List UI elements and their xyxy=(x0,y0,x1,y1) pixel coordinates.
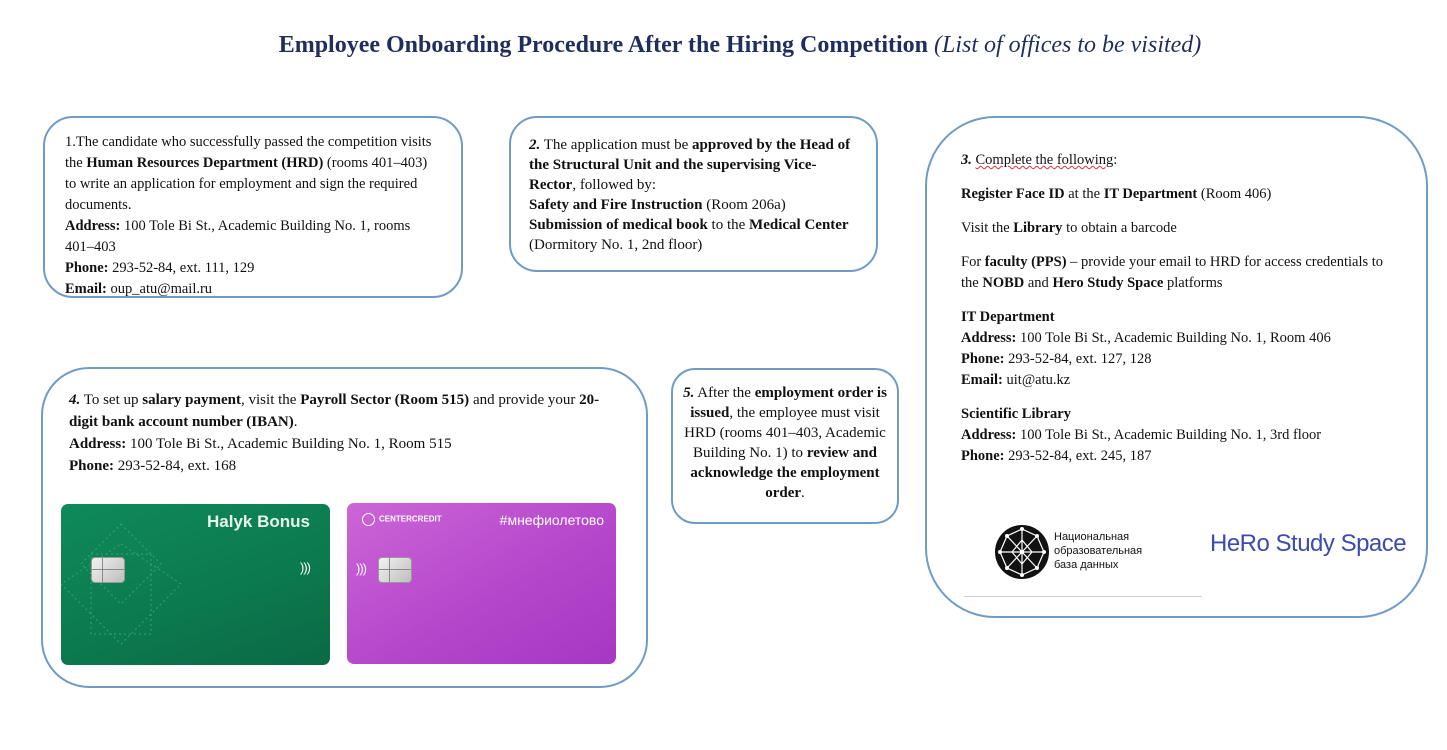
logos-divider xyxy=(964,596,1202,597)
library-title: Scientific Library xyxy=(961,406,1071,422)
hero-logo-text: HeRo Study Space xyxy=(1210,530,1407,557)
nobd-logo-icon xyxy=(992,522,1052,582)
step5-description: 5. After the employment order is issued, the employee must visit HRD (rooms 401–403, Academic Building No. 1) to review and acknowledge the employment order. xyxy=(683,385,887,501)
library-phone: Phone: 293-52-84, ext. 245, 187 xyxy=(961,448,1152,464)
library-address: Address: 100 Tole Bi St., Academic Building No. 1, 3rd floor xyxy=(961,427,1322,443)
step2-box xyxy=(509,116,878,272)
centercredit-bank: CENTERCREDIT xyxy=(362,513,442,526)
step4-address: Address: 100 Tole Bi St., Academic Building No. 1, Room 515 xyxy=(69,436,452,452)
step2-safety: Safety and Fire Instruction (Room 206a) xyxy=(529,197,786,213)
step3-heading: 3. Complete the following: xyxy=(961,152,1118,168)
centercredit-tag: #мнефиолетово xyxy=(499,512,604,528)
page-title xyxy=(0,32,1447,59)
it-dept-email: Email: uit@atu.kz xyxy=(961,372,1071,388)
step3-face-id: Register Face ID at the IT Department (Room 406) xyxy=(961,186,1272,202)
contactless-icon: ))) xyxy=(356,561,366,576)
step2-description: 2. The application must be approved by the Head of the Structural Unit and the supervising Vice-Rector, followed by: xyxy=(529,137,851,193)
nobd-logo-text: Национальная образовательная база данных xyxy=(1054,531,1143,571)
step2-medical: Submission of medical book to the Medical Center (Dormitory No. 1, 2nd floor) xyxy=(529,217,849,253)
bank-logo-icon xyxy=(362,513,375,526)
contactless-icon: ))) xyxy=(300,560,310,575)
step1-description: 1.The candidate who successfully passed the competition visits the Human Resources Department (HRD) (rooms 401–403) to write an application for employment and sign the required documents. xyxy=(65,134,432,213)
it-dept-title: IT Department xyxy=(961,309,1055,325)
it-dept-address: Address: 100 Tole Bi St., Academic Building No. 1, Room 406 xyxy=(961,330,1331,346)
title-subtitle: (List of offices to be visited) xyxy=(934,32,1202,58)
step4-description: 4. To set up salary payment, visit the Payroll Sector (Room 515) and provide your 20-digit bank account number (IBAN). xyxy=(69,392,600,430)
step3-library: Visit the Library to obtain a barcode xyxy=(961,220,1177,236)
step5-box xyxy=(671,368,899,524)
centercredit-card xyxy=(347,503,616,664)
chip-icon xyxy=(91,557,125,583)
step1-address: Address: 100 Tole Bi St., Academic Building No. 1, rooms 401–403 xyxy=(65,218,411,255)
step1-email: Email: oup_atu@mail.ru xyxy=(65,281,213,297)
step4-phone: Phone: 293-52-84, ext. 168 xyxy=(69,458,237,474)
step1-box xyxy=(43,116,463,298)
it-dept-phone: Phone: 293-52-84, ext. 127, 128 xyxy=(961,351,1152,367)
title-main: Employee Onboarding Procedure After the Hiring Competition xyxy=(278,32,928,58)
halyk-card-brand: Halyk Bonus xyxy=(207,512,310,531)
halyk-bonus-card xyxy=(61,504,330,665)
platform-logos xyxy=(962,520,1412,600)
chip-icon xyxy=(378,557,412,583)
step1-phone: Phone: 293-52-84, ext. 111, 129 xyxy=(65,260,255,276)
step3-faculty: For faculty (PPS) – provide your email to HRD for access credentials to the NOBD and Hero Study Space platforms xyxy=(961,254,1384,291)
